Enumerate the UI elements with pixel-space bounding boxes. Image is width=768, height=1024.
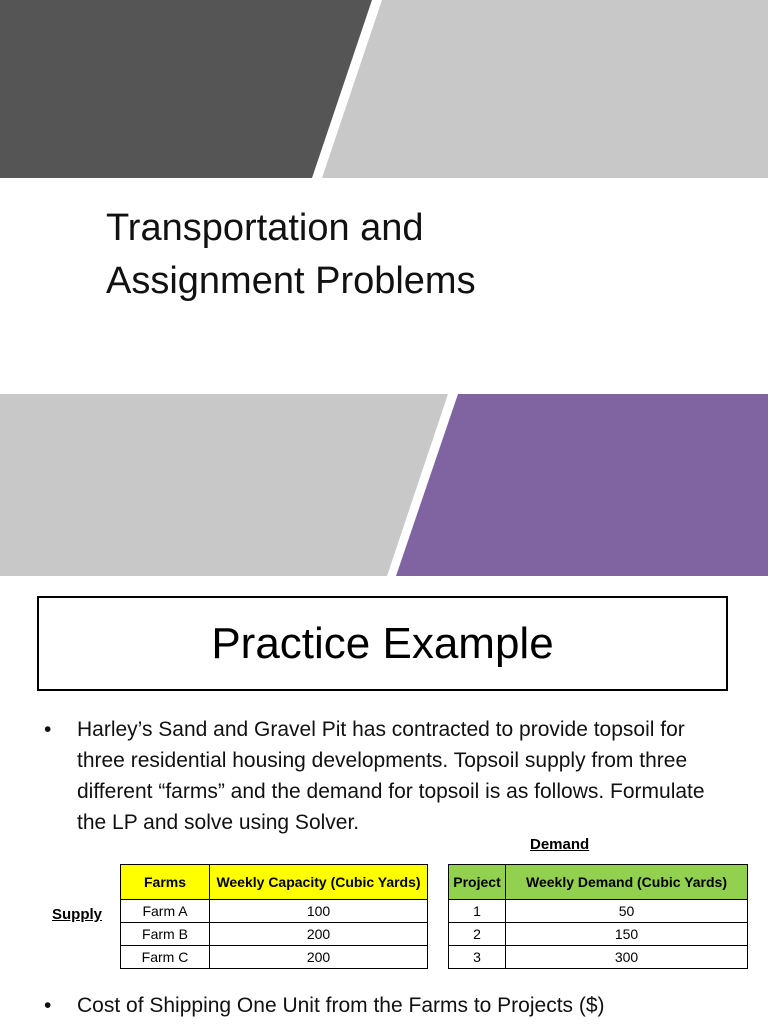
- table-cell: 50: [506, 900, 748, 923]
- column-header: Weekly Demand (Cubic Yards): [506, 865, 748, 900]
- table-cell: 100: [210, 900, 428, 923]
- table-header-row: [121, 865, 428, 900]
- table-cell: 1: [449, 900, 506, 923]
- table-cell: 2: [449, 923, 506, 946]
- bullet-text: Cost of Shipping One Unit from the Farms to Projects ($): [77, 994, 605, 1017]
- column-header: Weekly Capacity (Cubic Yards): [210, 865, 428, 900]
- table-cell: 200: [210, 946, 428, 969]
- practice-slide: [0, 576, 768, 1024]
- table-row: [449, 946, 748, 969]
- bullet-cost: [44, 990, 744, 1021]
- column-header: Project: [449, 865, 506, 900]
- practice-title: Practice Example: [37, 596, 728, 691]
- dark-gray-band: [0, 0, 372, 178]
- table-cell: Farm C: [121, 946, 210, 969]
- bullet-dot: •: [44, 994, 52, 1017]
- table-cell: 300: [506, 946, 748, 969]
- table-cell: Farm B: [121, 923, 210, 946]
- column-header: Farms: [121, 865, 210, 900]
- table-row: [121, 946, 428, 969]
- table-row: [121, 900, 428, 923]
- bullet-dot: •: [44, 718, 52, 741]
- table-row: [449, 923, 748, 946]
- demand-table: [448, 864, 748, 969]
- demand-label: Demand: [530, 836, 590, 853]
- table-header-row: [449, 865, 748, 900]
- table-cell: Farm A: [121, 900, 210, 923]
- supply-label: Supply: [52, 906, 103, 923]
- table-cell: 150: [506, 923, 748, 946]
- table-row: [121, 923, 428, 946]
- bullet-description: [44, 714, 744, 839]
- table-row: [449, 900, 748, 923]
- slide-title: Transportation and Assignment Problems: [106, 207, 476, 302]
- table-cell: 3: [449, 946, 506, 969]
- supply-table: [120, 864, 428, 969]
- purple-band: [396, 394, 768, 576]
- light-gray-band-bottom: [0, 394, 448, 576]
- table-cell: 200: [210, 923, 428, 946]
- bullet-text: Harley’s Sand and Gravel Pit has contracted to provide topsoil for three residential housing developments. Topsoil supply from three different “farms” and the demand for topsoil is as follows. Formulate the LP and solve using Solver.: [77, 718, 705, 834]
- light-gray-band-top: [322, 0, 768, 178]
